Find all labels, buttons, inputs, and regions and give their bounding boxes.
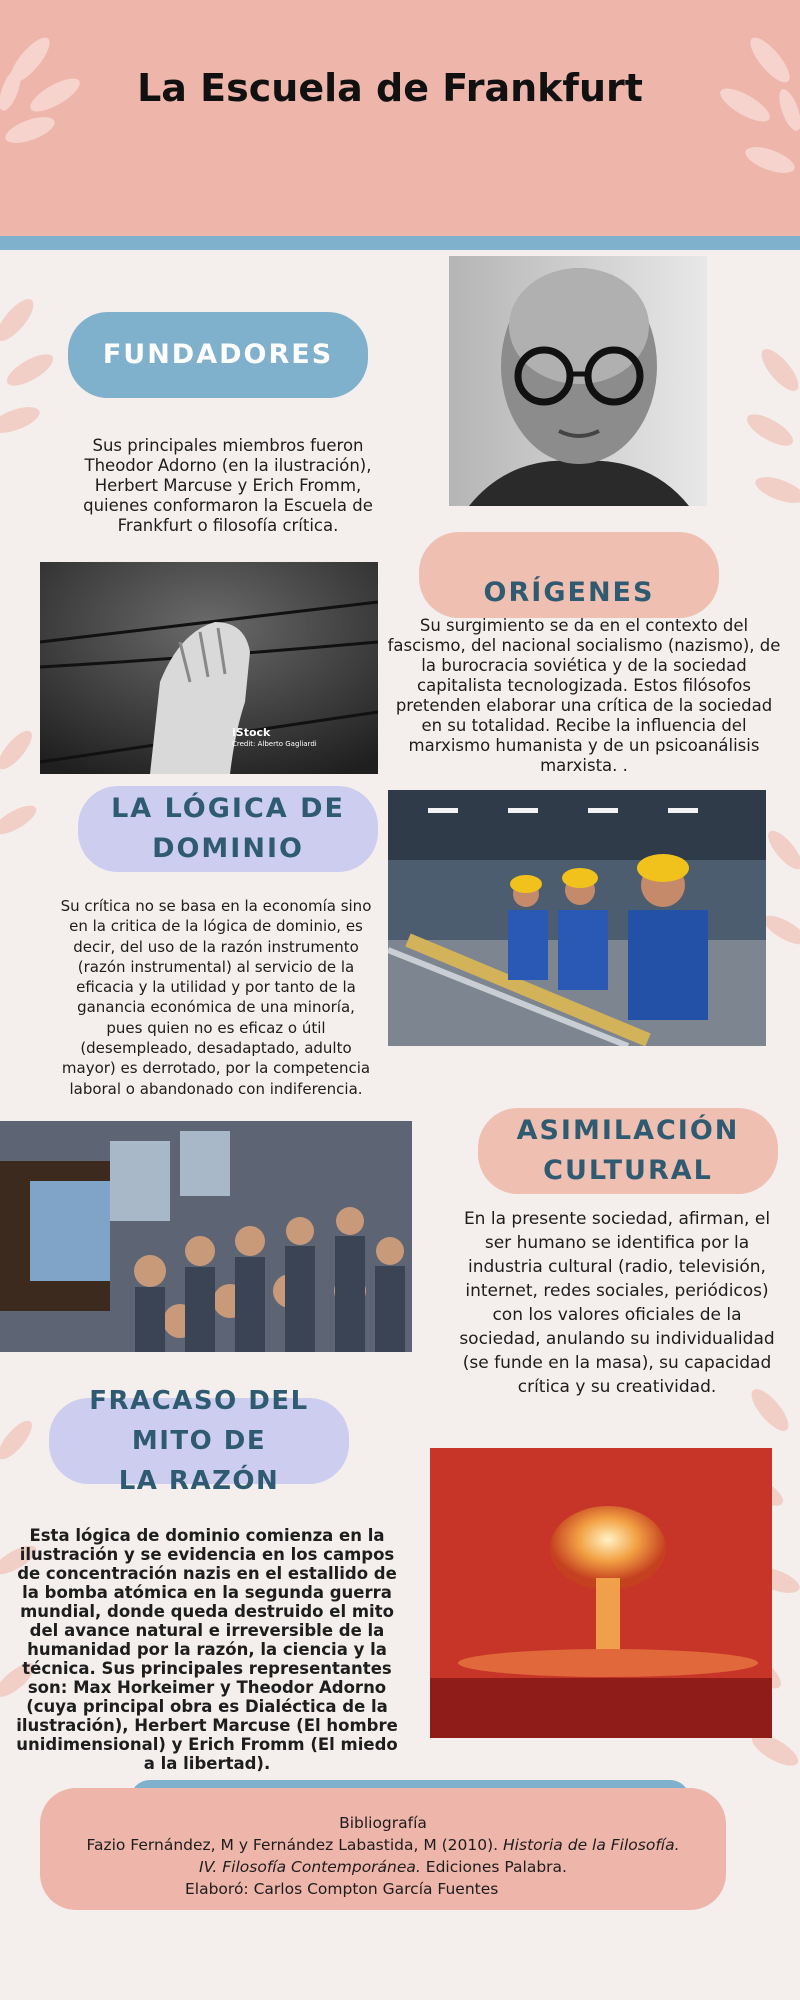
- fundadores-heading: FUNDADORES: [68, 312, 368, 398]
- fracaso-heading-line2: LA RAZÓN: [118, 1466, 280, 1496]
- atomic-explosion-photo: [430, 1448, 772, 1738]
- header-banner: [0, 0, 800, 236]
- leaf-icon: [0, 280, 70, 480]
- logica-text: Su crítica no se basa en la economía sino en la critica de la lógica de dominio, es decir, del uso de la razón instrumento (razón instrumental) al servicio de la eficacia y la utilidad y por tanto de la ganancia económica de una minoría, pues quien no es eficaz o útil (desempleado, desadaptado, adulto mayor) es derrotado, por la competencia laboral o abandonado con indiferencia.: [60, 897, 372, 1098]
- logica-heading-line2: DOMINIO: [152, 833, 304, 864]
- logica-heading-line1: LA LÓGICA DE: [111, 793, 345, 824]
- bibliography-heading: Bibliografía: [339, 1814, 427, 1832]
- photo-credit-text: Credit: Alberto Gagliardi: [232, 740, 317, 748]
- asimilacion-heading: [478, 1108, 778, 1194]
- leaf-icon: [760, 800, 800, 1000]
- citation-italic: Historia de la Filosofía. IV. Filosofía Contemporánea.: [199, 1836, 680, 1876]
- asimilacion-heading-line2: CULTURAL: [543, 1155, 713, 1186]
- barbed-wire-photo: [40, 562, 378, 774]
- fundadores-text: Sus principales miembros fueron Theodor Adorno (en la ilustración), Herbert Marcuse y Erich Fromm, quienes conformaron la Escuela de Frankfurt o filosofía crítica.: [83, 436, 373, 535]
- leaf-icon: [700, 20, 800, 200]
- asimilacion-text: En la presente sociedad, afirman, el ser humano se identifica por la industria cultural (radio, televisión, internet, redes sociales, periódicos) con los valores oficiales de la sociedad, anulando su individualidad (se funde en la masa), su capacidad crítica y su creatividad.: [459, 1209, 775, 1397]
- logica-heading: [78, 786, 378, 872]
- bibliography-box: [40, 1788, 726, 1910]
- citation-end: Ediciones Palabra.: [420, 1858, 567, 1876]
- bibliography-citation: [40, 1834, 726, 1878]
- citation-plain: Fazio Fernández, M y Fernández Labastida, M (2010).: [86, 1836, 504, 1854]
- bibliography-author: Elaboró: Carlos Compton García Fuentes: [185, 1880, 499, 1898]
- tv-crowd-illustration: [0, 1121, 412, 1352]
- leaf-icon: [740, 330, 800, 530]
- adorno-portrait: [449, 256, 707, 506]
- fracaso-heading-line1: FRACASO DEL MITO DE: [89, 1386, 309, 1456]
- header-stripe: [0, 236, 800, 250]
- asimilacion-heading-line1: ASIMILACIÓN: [516, 1115, 740, 1146]
- fracaso-heading: [49, 1386, 349, 1496]
- origenes-text: Su surgimiento se da en el contexto del fascismo, del nacional socialismo (nazismo), de la burocracia soviética y de la sociedad capitalista tecnologizada. Estos filósofos pretenden elaborar una crítica de la sociedad en su totalidad. Recibe la influencia del marxismo humanista y de un psicoanálisis marxista. .: [387, 616, 781, 775]
- fracaso-text: Esta lógica de dominio comienza en la ilustración y se evidencia en los campos de concentración nazis en el estallido de la bomba atómica en la segunda guerra mundial, donde queda destruido el mito del avance natural e irreversible de la humanidad por la razón, la ciencia y la técnica. Sus principales representantes son: Max Horkeimer y Theodor Adorno (cuya principal obra es Dialéctica de la ilustración), Herbert Marcuse (El hombre unidimensional) y Erich Fromm (El miedo a la libertad).: [16, 1526, 398, 1773]
- photo-credit-brand: iStock: [232, 726, 271, 739]
- origenes-heading: ORÍGENES: [419, 532, 719, 618]
- page-title: La Escuela de Frankfurt: [137, 66, 643, 110]
- factory-workers-photo: [388, 790, 766, 1046]
